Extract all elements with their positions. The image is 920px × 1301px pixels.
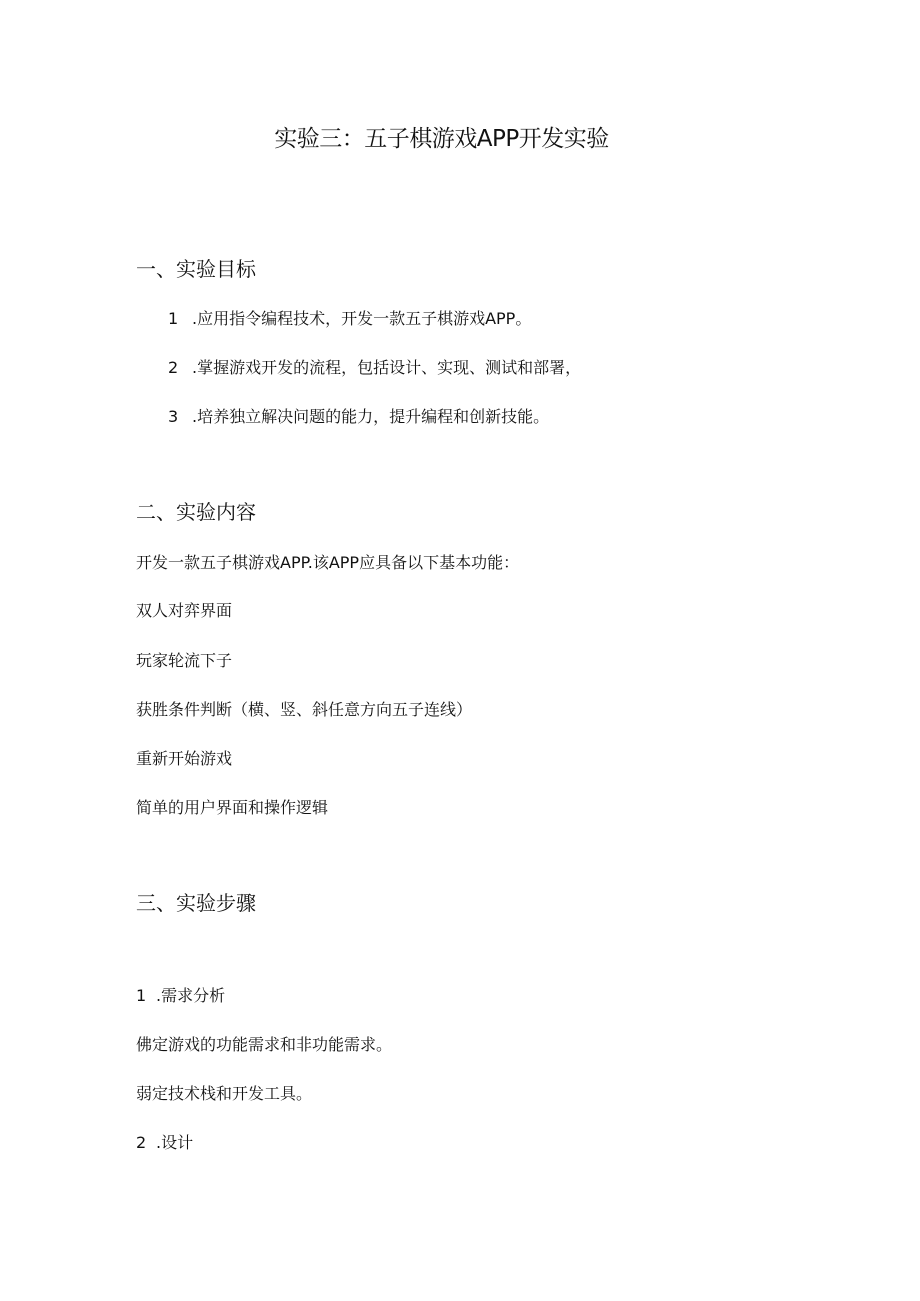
feature-item: 获胜条件判断（横、竖、斜任意方向五子连线） <box>136 700 473 719</box>
goal-number: 1 <box>168 309 179 328</box>
goal-number: 2 <box>168 358 179 377</box>
step-item <box>136 1135 193 1151</box>
feature-item: 重新开始游戏 <box>136 749 233 768</box>
document-title: 实验三：五子棋游戏APP开发实验 <box>274 126 609 152</box>
step-text: .设计 <box>156 1133 194 1152</box>
content-intro: 开发一款五子棋游戏APP.该APP应具备以下基本功能： <box>136 553 520 572</box>
goal-item <box>168 409 549 425</box>
step-item <box>136 988 225 1004</box>
section-heading-goals: 一、实验目标 <box>136 257 256 281</box>
step-detail: 佛定游戏的功能需求和非功能需求。 <box>136 1035 393 1054</box>
goal-text: .应用指令编程技术，开发一款五子棋游戏APP。 <box>192 309 532 328</box>
section-heading-content: 二、实验内容 <box>136 500 256 524</box>
feature-item: 双人对弈界面 <box>136 601 233 620</box>
goal-text: .掌握游戏开发的流程，包括设计、实现、测试和部署， <box>192 358 582 377</box>
goal-item <box>168 360 581 376</box>
step-number: 2 <box>136 1133 147 1152</box>
goal-text: .培养独立解决问题的能力，提升编程和创新技能。 <box>192 407 550 426</box>
step-detail: 弱定技术栈和开发工具。 <box>136 1084 313 1103</box>
step-text: .需求分析 <box>156 986 226 1005</box>
step-number: 1 <box>136 986 147 1005</box>
feature-item: 简单的用户界面和操作逻辑 <box>136 798 329 817</box>
goal-number: 3 <box>168 407 179 426</box>
section-heading-steps: 三、实验步骤 <box>136 891 256 915</box>
goal-item <box>168 311 531 327</box>
feature-item: 玩家轮流下子 <box>136 651 233 670</box>
